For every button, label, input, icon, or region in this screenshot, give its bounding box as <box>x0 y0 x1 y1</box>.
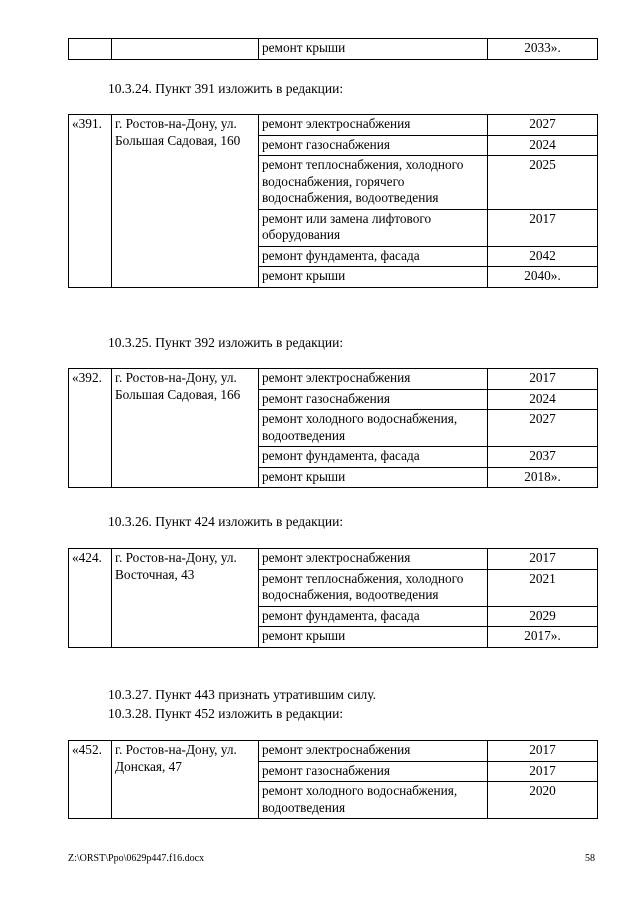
year-cell: 2027 <box>488 115 598 136</box>
address-cell <box>112 39 259 60</box>
item-number-cell <box>69 39 112 60</box>
work-cell: ремонт электроснабжения <box>259 369 488 390</box>
table-item-424 <box>68 548 598 648</box>
table-item-391 <box>68 114 598 288</box>
table-item-392 <box>68 368 598 488</box>
year-cell: 2037 <box>488 447 598 468</box>
work-cell: ремонт или замена лифтового оборудования <box>259 209 488 246</box>
work-cell: ремонт холодного водоснабжения, водоотведения <box>259 410 488 447</box>
table-row <box>69 115 598 136</box>
year-cell: 2017 <box>488 741 598 762</box>
year-cell: 2029 <box>488 606 598 627</box>
work-cell: ремонт крыши <box>259 467 488 488</box>
year-cell: 2021 <box>488 569 598 606</box>
year-cell: 2017 <box>488 369 598 390</box>
table-row <box>69 369 598 390</box>
item-number-cell: «452. <box>69 741 112 819</box>
paragraph-10-3-27: 10.3.27. Пункт 443 признать утратившим силу. <box>108 687 377 702</box>
year-cell: 2027 <box>488 410 598 447</box>
work-cell: ремонт электроснабжения <box>259 115 488 136</box>
paragraph-10-3-26: 10.3.26. Пункт 424 изложить в редакции: <box>108 514 344 529</box>
work-cell: ремонт газоснабжения <box>259 135 488 156</box>
work-cell: ремонт фундамента, фасада <box>259 246 488 267</box>
work-cell: ремонт крыши <box>259 627 488 648</box>
address-cell: г. Ростов-на-Дону, ул. Большая Садовая, 160 <box>112 115 259 288</box>
table-continuation <box>68 38 598 60</box>
year-cell: 2020 <box>488 782 598 819</box>
address-cell: г. Ростов-на-Дону, ул. Большая Садовая, 166 <box>112 369 259 488</box>
year-cell: 2017 <box>488 549 598 570</box>
year-cell: 2042 <box>488 246 598 267</box>
address-cell: г. Ростов-на-Дону, ул. Восточная, 43 <box>112 549 259 648</box>
table-row <box>69 549 598 570</box>
work-cell: ремонт газоснабжения <box>259 761 488 782</box>
year-cell: 2025 <box>488 156 598 210</box>
paragraph-10-3-24: 10.3.24. Пункт 391 изложить в редакции: <box>108 81 344 96</box>
work-cell: ремонт теплоснабжения, холодного водоснабжения, водоотведения <box>259 569 488 606</box>
year-cell: 2033». <box>488 39 598 60</box>
footer-file-path: Z:\ORST\Ppo\0629p447.f16.docx <box>68 853 205 864</box>
year-cell: 2040». <box>488 267 598 288</box>
footer-page-number: 58 <box>585 853 595 864</box>
year-cell: 2024 <box>488 389 598 410</box>
table-item-452 <box>68 740 598 819</box>
item-number-cell: «392. <box>69 369 112 488</box>
address-cell: г. Ростов-на-Дону, ул. Донская, 47 <box>112 741 259 819</box>
work-cell: ремонт электроснабжения <box>259 741 488 762</box>
year-cell: 2017 <box>488 761 598 782</box>
year-cell: 2017 <box>488 209 598 246</box>
item-number-cell: «424. <box>69 549 112 648</box>
paragraph-10-3-25: 10.3.25. Пункт 392 изложить в редакции: <box>108 335 344 350</box>
work-cell: ремонт газоснабжения <box>259 389 488 410</box>
work-cell: ремонт крыши <box>259 267 488 288</box>
work-cell: ремонт крыши <box>259 39 488 60</box>
year-cell: 2018». <box>488 467 598 488</box>
table-row <box>69 39 598 60</box>
paragraph-10-3-28: 10.3.28. Пункт 452 изложить в редакции: <box>108 706 344 721</box>
item-number-cell: «391. <box>69 115 112 288</box>
work-cell: ремонт теплоснабжения, холодного водоснабжения, горячего водоснабжения, водоотведения <box>259 156 488 210</box>
year-cell: 2024 <box>488 135 598 156</box>
year-cell: 2017». <box>488 627 598 648</box>
work-cell: ремонт холодного водоснабжения, водоотведения <box>259 782 488 819</box>
work-cell: ремонт фундамента, фасада <box>259 447 488 468</box>
work-cell: ремонт электроснабжения <box>259 549 488 570</box>
table-row <box>69 741 598 762</box>
work-cell: ремонт фундамента, фасада <box>259 606 488 627</box>
